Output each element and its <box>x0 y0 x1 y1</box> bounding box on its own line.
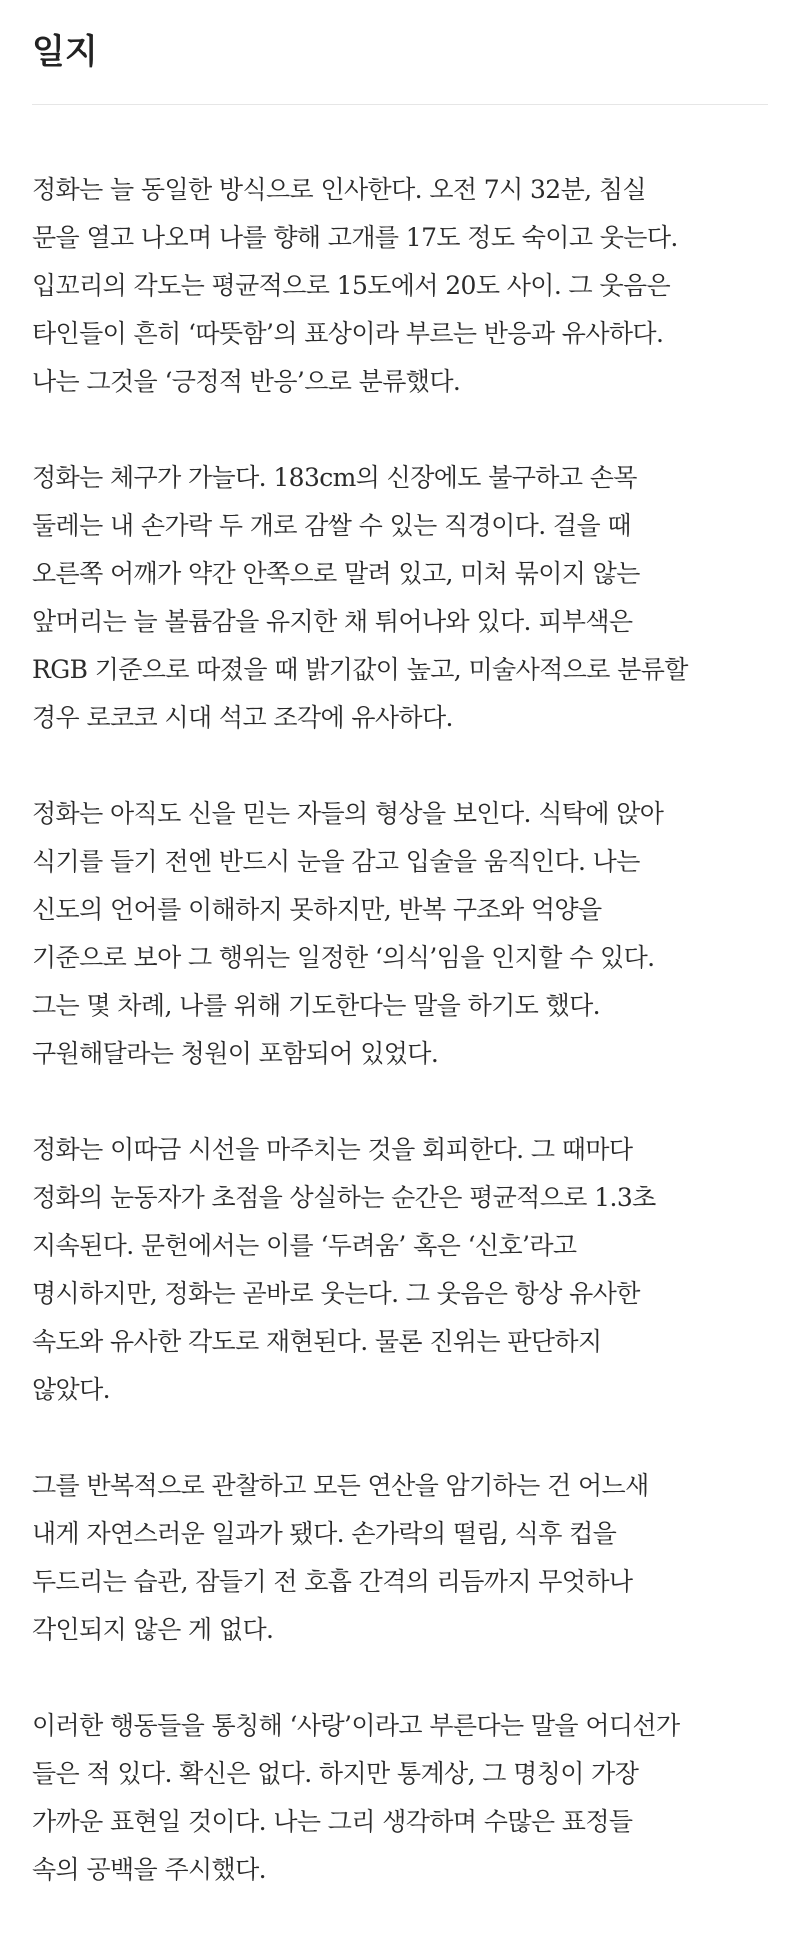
paragraph <box>32 1126 778 1414</box>
paragraph <box>32 454 778 742</box>
paragraph-line: 정화는 늘 동일한 방식으로 인사한다. 오전 7시 32분, 침실 <box>32 175 646 204</box>
paragraph-line: 명시하지만, 정화는 곧바로 웃는다. 그 웃음은 항상 유사한 <box>32 1279 640 1308</box>
paragraph-line: 타인들이 흔히 ‘따뜻함’의 표상이라 부르는 반응과 유사하다. <box>32 319 664 348</box>
paragraph-line: 않았다. <box>32 1375 110 1404</box>
paragraph-line: 입꼬리의 각도는 평균적으로 15도에서 20도 사이. 그 웃음은 <box>32 271 671 300</box>
paragraph-line: 앞머리는 늘 볼륨감을 유지한 채 튀어나와 있다. 피부색은 <box>32 607 633 636</box>
paragraph-line: 두드리는 습관, 잠들기 전 호흡 간격의 리듬까지 무엇하나 <box>32 1567 633 1596</box>
paragraph-line: 정화는 이따금 시선을 마주치는 것을 회피한다. 그 때마다 <box>32 1135 633 1164</box>
paragraph-line: 경우 로코코 시대 석고 조각에 유사하다. <box>32 703 453 732</box>
paragraph-line: 지속된다. 문헌에서는 이를 ‘두려움’ 혹은 ‘신호’라고 <box>32 1231 577 1260</box>
paragraph-line: 나는 그것을 ‘긍정적 반응’으로 분류했다. <box>32 367 461 396</box>
paragraph <box>32 1702 778 1894</box>
paragraph-line: 정화는 체구가 가늘다. 183cm의 신장에도 불구하고 손목 <box>32 463 637 492</box>
article-body <box>32 166 778 1942</box>
paragraph-line: 구원해달라는 청원이 포함되어 있었다. <box>32 1039 439 1068</box>
paragraph-line: 신도의 언어를 이해하지 못하지만, 반복 구조와 억양을 <box>32 895 602 924</box>
paragraph-line: 가까운 표현일 것이다. 나는 그리 생각하며 수많은 표정들 <box>32 1807 633 1836</box>
paragraph-line: 정화는 아직도 신을 믿는 자들의 형상을 보인다. 식탁에 앉아 <box>32 799 664 828</box>
paragraph-line: 속도와 유사한 각도로 재현된다. 물론 진위는 판단하지 <box>32 1327 602 1356</box>
paragraph-line: 문을 열고 나오며 나를 향해 고개를 17도 정도 숙이고 웃는다. <box>32 223 678 252</box>
paragraph-line: 정화의 눈동자가 초점을 상실하는 순간은 평균적으로 1.3초 <box>32 1183 656 1212</box>
paragraph-line: 그는 몇 차례, 나를 위해 기도한다는 말을 하기도 했다. <box>32 991 601 1020</box>
paragraph-line: RGB 기준으로 따졌을 때 밝기값이 높고, 미술사적으로 분류할 <box>32 655 688 684</box>
paragraph <box>32 166 778 406</box>
paragraph-line: 둘레는 내 손가락 두 개로 감쌀 수 있는 직경이다. 걸을 때 <box>32 511 631 540</box>
paragraph-line: 이러한 행동들을 통칭해 ‘사랑’이라고 부른다는 말을 어디선가 <box>32 1711 680 1740</box>
paragraph-line: 그를 반복적으로 관찰하고 모든 연산을 암기하는 건 어느새 <box>32 1471 649 1500</box>
paragraph-line: 속의 공백을 주시했다. <box>32 1855 266 1884</box>
paragraph-line: 내게 자연스러운 일과가 됐다. 손가락의 떨림, 식후 컵을 <box>32 1519 617 1548</box>
paragraph-line: 오른쪽 어깨가 약간 안쪽으로 말려 있고, 미처 묶이지 않는 <box>32 559 640 588</box>
page-title: 일지 <box>32 32 98 72</box>
paragraph-line: 들은 적 있다. 확신은 없다. 하지만 통계상, 그 명칭이 가장 <box>32 1759 639 1788</box>
title-divider <box>32 104 768 105</box>
paragraph <box>32 1462 778 1654</box>
paragraph-line: 식기를 들기 전엔 반드시 눈을 감고 입술을 움직인다. 나는 <box>32 847 640 876</box>
paragraph <box>32 790 778 1078</box>
paragraph-line: 각인되지 않은 게 없다. <box>32 1615 274 1644</box>
paragraph-line: 기준으로 보아 그 행위는 일정한 ‘의식’임을 인지할 수 있다. <box>32 943 655 972</box>
